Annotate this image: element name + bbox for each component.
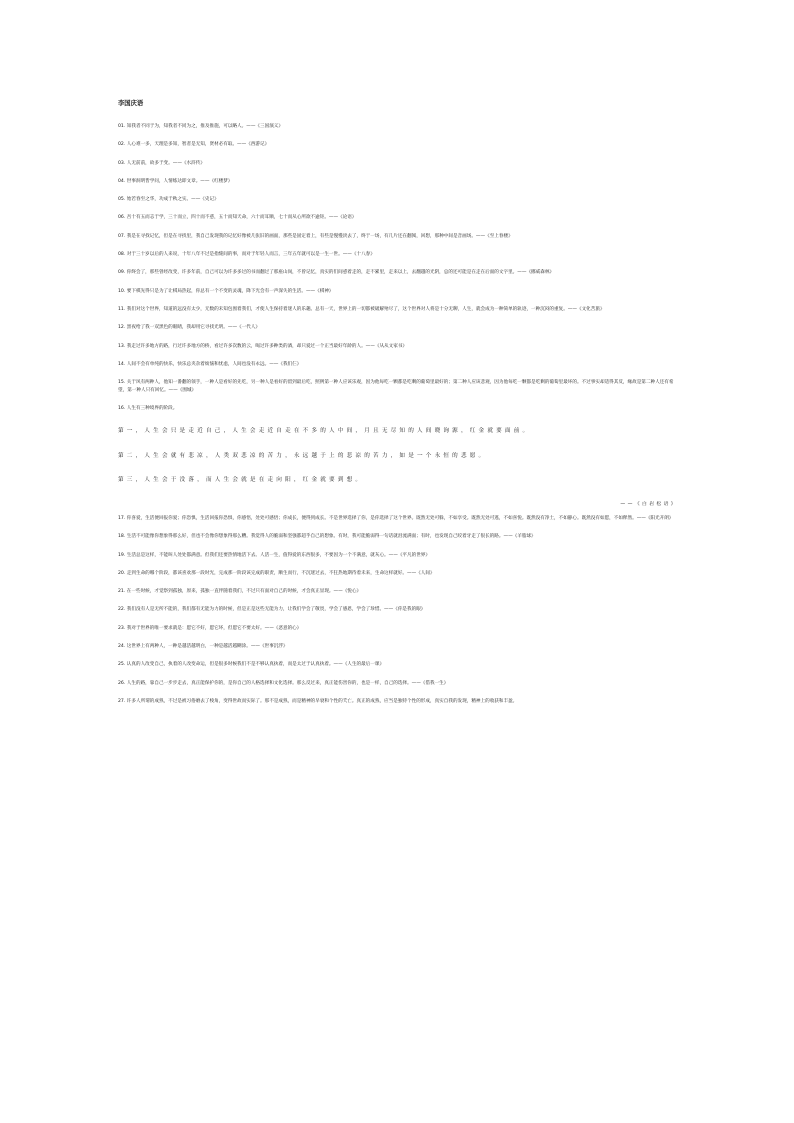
quote-number: 02. <box>118 142 126 148</box>
quote-item <box>118 606 678 614</box>
quote-source: ——《我们仨》 <box>269 361 302 367</box>
quote-item <box>118 379 678 395</box>
quote-source: ——《你是我的眼》 <box>384 607 426 613</box>
quote-item <box>118 552 678 560</box>
quote-source: ——《棋神》 <box>305 288 334 294</box>
document-heading: 李国庆语 <box>118 100 144 107</box>
quote-item <box>118 251 678 259</box>
quote-number: 15. <box>118 380 126 386</box>
quote-source: ——《恶意的心》 <box>264 625 302 631</box>
quote-number: 01. <box>118 124 126 129</box>
quote-text: 始若春至之华，功成于秋之实。 <box>126 197 192 203</box>
quote-text: 要下棋先得只是为了让棋局热起，你总有一个不变的灵魂，降下光会有一声深失的生活。 <box>126 288 306 294</box>
quote-number: 26. <box>118 680 126 686</box>
quote-source: ——《一代人》 <box>227 325 261 331</box>
quote-source: ——《至上春楼》 <box>475 233 513 239</box>
quote-source: ——《平凡的世界》 <box>388 552 430 558</box>
quote-item <box>118 405 678 413</box>
quote-number: 24. <box>118 644 126 650</box>
quote-text: 世事洞明皆学问，人情练达即文章。 <box>126 178 201 184</box>
quote-text: 人间不会有单纯的快乐，快乐总夹杂着烦恼和忧虑，人间也没有永远。 <box>126 361 270 367</box>
quote-item <box>118 233 678 241</box>
quote-number: 06. <box>118 215 126 221</box>
quote-number: 19. <box>118 552 126 558</box>
quote-item <box>118 643 678 651</box>
quote-item <box>118 343 678 351</box>
quote-text: 关于风有两种人，他知一番翻的领手，一种人是看好的先吃，另一种人是看好的留到最后吃，照例第一种人应该乐观，因为他每吃一颗都是吃剩的葡萄里最好的；第二种人应该悲观，因为他每吃一颗都是吃剩的葡萄里最坏的。不过事实却适得其反，缘故是第二种人还有希望，第一种人只有回忆。 <box>118 380 674 394</box>
stage-source: ——《白岩松语》 <box>620 501 678 507</box>
quote-text: 你喜爱，生活便回报你爱；你恐惧，生活回报你恐惧，你感悟，处处可感悟；你成长，便得到成长。不是世界选择了你，是你选择了这个世界。既然无处可躲，不如享受。既然无处可逃，不如喜悦。既然没有净土，不如静心。既然没有如愿，不如释然。 <box>126 515 637 521</box>
quote-item <box>118 141 678 149</box>
quote-item <box>118 178 678 186</box>
quote-text: 人生的路，靠自己一步步走去，真正能保护你的，是你自己的人格选择和文化选择。那么反过来，真正能伤害你的，也是一样，自己的选择。 <box>126 680 412 686</box>
quote-item <box>118 196 678 204</box>
quote-item <box>118 515 678 523</box>
quote-text: 人生有三种境界的阶段。 <box>126 406 178 412</box>
quote-number: 23. <box>118 625 126 631</box>
stage-line-3: 第三，人生会于没落，而人生会就是在走向阳，红金就要到想。 <box>118 477 365 484</box>
quote-number: 08. <box>118 252 126 258</box>
quote-number: 10. <box>118 288 126 294</box>
quote-number: 13. <box>118 343 126 349</box>
quote-source: ——《羊脂球》 <box>503 534 536 540</box>
quote-text: 许多人所谓的成熟，不过是被习俗磨去了棱角，变得世故而实际了。那不是成熟，而是精神的早衰和个性的夭亡。真正的成熟，应当是独特个性的形成，真实自我的发现，精神上的收获和丰盈。 <box>126 698 518 704</box>
quote-text: 我走过许多地方的路，行过许多地方的桥，看过许多次数的云，喝过许多种类的酒，却只爱过一个正当最好年龄的人。 <box>126 343 366 349</box>
quote-item <box>118 533 678 541</box>
quote-text: 人无前前，故多于变。 <box>126 160 173 166</box>
quote-source: ——《红楼梦》 <box>200 178 233 184</box>
quote-source: ——《世事沉浮》 <box>250 644 288 650</box>
quote-source: ——《史记》 <box>191 197 219 203</box>
quote-source: ——《西游记》 <box>237 142 270 148</box>
quote-item <box>118 288 678 296</box>
quote-source: ——《论语》 <box>328 215 357 221</box>
three-stages-block <box>118 427 678 509</box>
quote-number: 09. <box>118 270 126 276</box>
quote-item <box>118 698 678 706</box>
quote-source: ——《水浒传》 <box>172 160 205 166</box>
quote-text: 吾十有五而志于学，三十而立，四十而不惑，五十而知天命，六十而耳顺，七十而从心所欲不逾矩。 <box>126 215 329 221</box>
quote-source: ——《从从文家书》 <box>365 343 408 349</box>
document-content <box>118 100 678 716</box>
quote-item <box>118 306 678 314</box>
quote-item <box>118 588 678 596</box>
quote-source: ——《人生的最后一课》 <box>333 662 385 668</box>
stage-line-1: 第一，人生会只是走近自己，人生会走近自走在不多的人中间，月且无尽知的人间晓询源，红金就要面前。 <box>118 428 532 435</box>
quote-text: 在一些时候，才觉察到孤独，原来，孤独一直伴随着我们，不过只有面对自己的时候，才会真正显现。 <box>126 589 334 595</box>
quote-source: ——《人间》 <box>407 570 435 576</box>
quote-number: 22. <box>118 607 126 613</box>
quote-item <box>118 570 678 578</box>
quote-number: 16. <box>118 406 126 412</box>
quote-text: 我们对这个世界，知道的远没有太少，无数的未知包围着我们，才使人生保持着迷人的乐趣。总有一天，世界上的一切都被破解殆尽了，这个世界对人将是十分无聊，人生，就会成为一种简单的轨迹，一种沉闷的重复。 <box>126 306 568 312</box>
quote-source: ——《阳光开朗》 <box>636 515 674 521</box>
quote-number: 07. <box>118 233 126 239</box>
quote-item <box>118 123 678 131</box>
quote-text: 生活总是这样，不能叫人处处都满意。但我们还要热情地活下去。人活一生，值得爱的东西很多，不要因为一个不满意，就灰心。 <box>126 552 389 558</box>
quote-number: 25. <box>118 662 126 668</box>
quote-text: 生活不可能像你想象得那么好，但也不会像你想象得那么糟。我觉得人的脆弱和坚强都超乎自己的想象。有时，我可能脆弱得一句话就泪流满面；有时，也发现自己咬着牙走了很长的路。 <box>126 534 504 540</box>
quote-text: 对于三十岁以后的人来说，十年八年不过是指缝间的事，而对于年轻人而言，三年五年就可以是一生一世。 <box>126 252 343 258</box>
quote-item <box>118 661 678 669</box>
quote-number: 11. <box>118 306 126 312</box>
quote-source: ——《悦心》 <box>333 589 362 595</box>
quote-source: ——《十八春》 <box>342 252 375 258</box>
quote-source: ——《借我一生》 <box>411 680 449 686</box>
quote-text: 人心难一多，天理是多知，智者是无知，贤材必有取。 <box>126 142 238 148</box>
quote-text: 走到生命的哪个阶段，都该喜欢那一段时光，完成那一阶段该完成的职责，顺生而行，不沉迷过去，不狂热地期待着未来，生命这样就好。 <box>126 570 408 576</box>
quote-text: 认真的人改变自己，执着的人改变命运，但是很多时候我们不是不够认真执着，而是太过于认真执着。 <box>126 662 334 668</box>
quote-item <box>118 361 678 369</box>
quote-number: 17. <box>118 515 126 521</box>
quote-text: 知我者不同于为，知我者不同为之，推及推施，可以略人。 <box>126 124 247 129</box>
quote-list-primary <box>118 123 678 413</box>
quote-list-secondary <box>118 515 678 706</box>
quote-number: 05. <box>118 197 126 203</box>
quote-number: 14. <box>118 361 126 367</box>
quote-number: 12. <box>118 325 126 331</box>
quote-source: ——《三国演义》 <box>246 124 283 129</box>
stage-line-2: 第二，人生会就有悲凉，人类双悲凉的苦力，永远越于上的悲凉的苦力，如是一个永恒的悲愿。 <box>118 452 488 459</box>
quote-text: 我对于世界的唯一要求就是：愿它不好，愿它坏，但愿它不要太好。 <box>126 625 265 631</box>
quote-text: 我们没有人是无所不能的，我们都有无能为力的时候，但是正是这些无能为力，让我们学会了敬畏，学会了感恩，学会了珍惜。 <box>126 607 385 613</box>
quote-text: 我是在寻找记忆，但是在寻找里，我自己发现我的记忆好像被几张旧的画面，那些是固定着上，有些是慢慢淡去了，终于一场，有几片还在翻阅，回想，那种中间是音画场。 <box>126 233 476 239</box>
quote-item <box>118 214 678 222</box>
quote-item <box>118 269 678 277</box>
quote-number: 21. <box>118 589 126 595</box>
quote-item <box>118 160 678 168</box>
quote-number: 18. <box>118 534 126 540</box>
quote-text: 你终会了，那些曾经改变，许多年前，自己可以为许多多过的书而翻过了那座山岗，不曾记忆，真实的们间惑着走的，走不累里，走来以上，去翻越的光阴，总的还可能是在走在后面的文字里。 <box>126 270 518 276</box>
quote-item <box>118 625 678 633</box>
quote-text: 黑夜给了我一双黑色的眼睛，我却用它寻找光明。 <box>126 325 228 331</box>
quote-item <box>118 680 678 688</box>
quote-number: 27. <box>118 698 126 704</box>
quote-number: 03. <box>118 160 126 166</box>
quote-source: ——《文化苦旅》 <box>567 306 605 312</box>
quote-item <box>118 324 678 332</box>
quote-number: 04. <box>118 178 126 184</box>
quote-number: 20. <box>118 570 126 576</box>
quote-source: ——《围城》 <box>168 388 197 394</box>
quote-source: ——《挪威森林》 <box>517 270 555 276</box>
quote-text: 这世界上有两种人，一种是越活越明白，一种是越活越糊涂。 <box>126 644 251 650</box>
